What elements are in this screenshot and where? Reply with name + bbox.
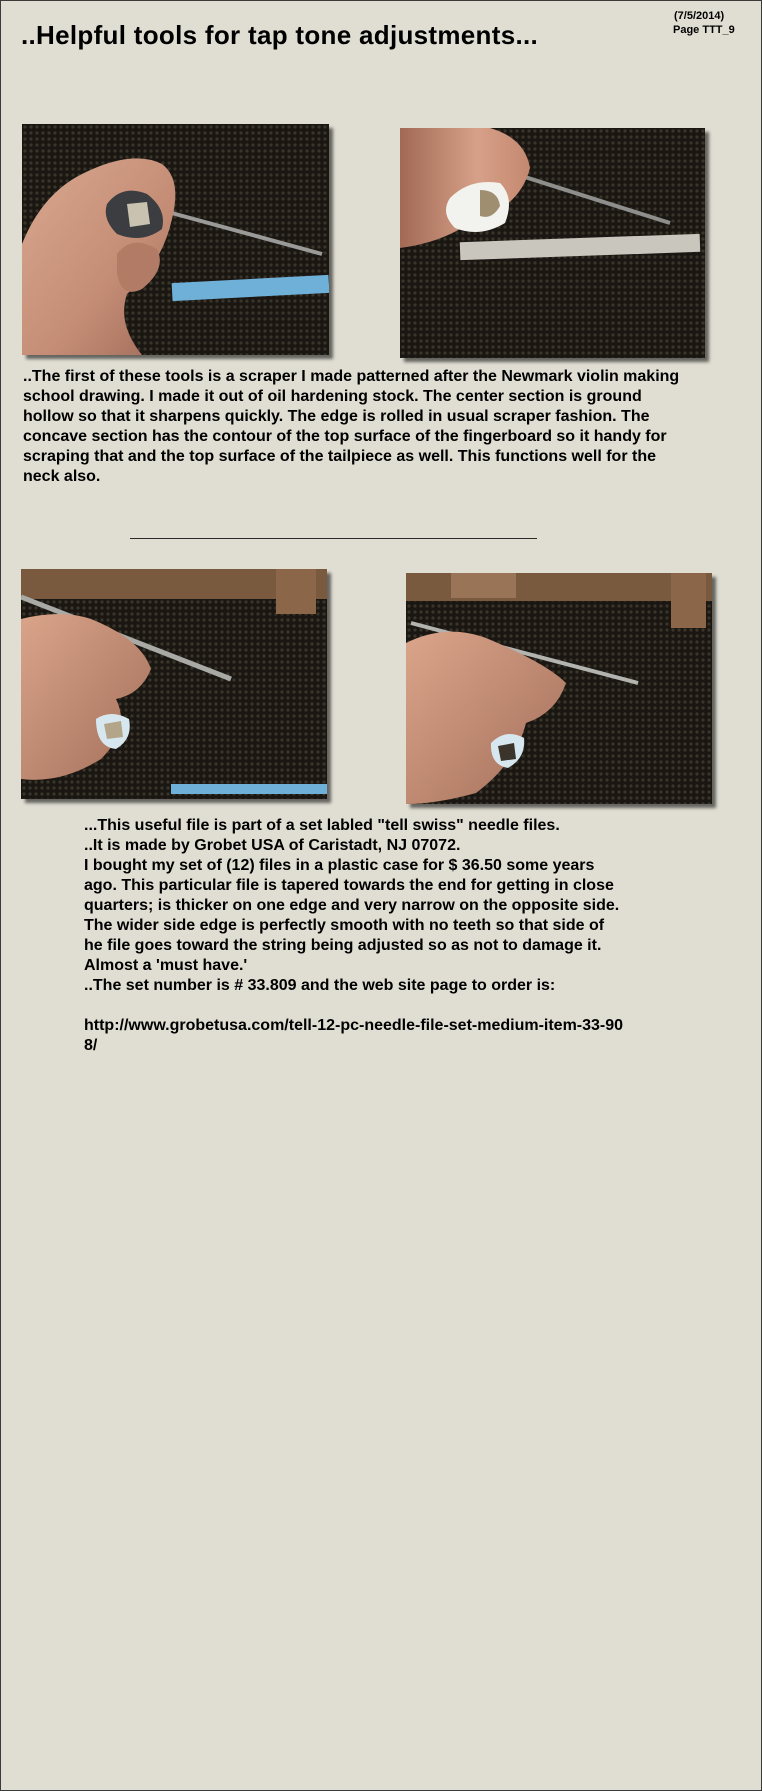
page-date: (7/5/2014) bbox=[674, 10, 725, 22]
page-info bbox=[673, 9, 735, 37]
scraper-in-hand-photo bbox=[22, 124, 329, 355]
needle-file-line-4: ..The set number is # 33.809 and the web site page to order is: bbox=[84, 977, 556, 994]
page-number: Page TTT_9 bbox=[673, 24, 735, 36]
needle-file-line-1: ...This useful file is part of a set labled "tell swiss" needle files. bbox=[84, 817, 560, 834]
needle-file-edge-photo bbox=[406, 573, 712, 804]
section-divider bbox=[130, 538, 537, 539]
needle-file-in-hand-photo bbox=[21, 569, 327, 799]
scraper-description bbox=[23, 367, 683, 487]
needle-file-description bbox=[84, 816, 624, 1056]
needle-file-line-2: ..It is made by Grobet USA of Caristadt, NJ 07072. bbox=[84, 837, 461, 854]
scraper-with-ruler-photo bbox=[400, 128, 705, 358]
scraper-description-text: ..The first of these tools is a scraper I made patterned after the Newmark violin making school drawing. I made it out of oil hardening stock. The center section is ground hollow so that it sharpens quickly. The edge is rolled in usual scraper fashion. The concave section has the contour of the top surface of the fingerboard so it handy for scraping that and the top surface of the tailpiece as well. This functions well for the neck also. bbox=[23, 368, 680, 485]
needle-file-line-3: I bought my set of (12) files in a plastic case for $ 36.50 some years ago. This particular file is tapered towards the end for getting in close quarters; is thicker on one edge and very narrow on the opposite side. The wider side edge is perfectly smooth with no teeth so that side of he file goes toward the string being adjusted so as not to damage it. Almost a 'must have.' bbox=[84, 857, 620, 974]
order-url: http://www.grobetusa.com/tell-12-pc-needle-file-set-medium-item-33-908/ bbox=[84, 1017, 624, 1054]
page-title: ..Helpful tools for tap tone adjustments... bbox=[21, 20, 539, 50]
